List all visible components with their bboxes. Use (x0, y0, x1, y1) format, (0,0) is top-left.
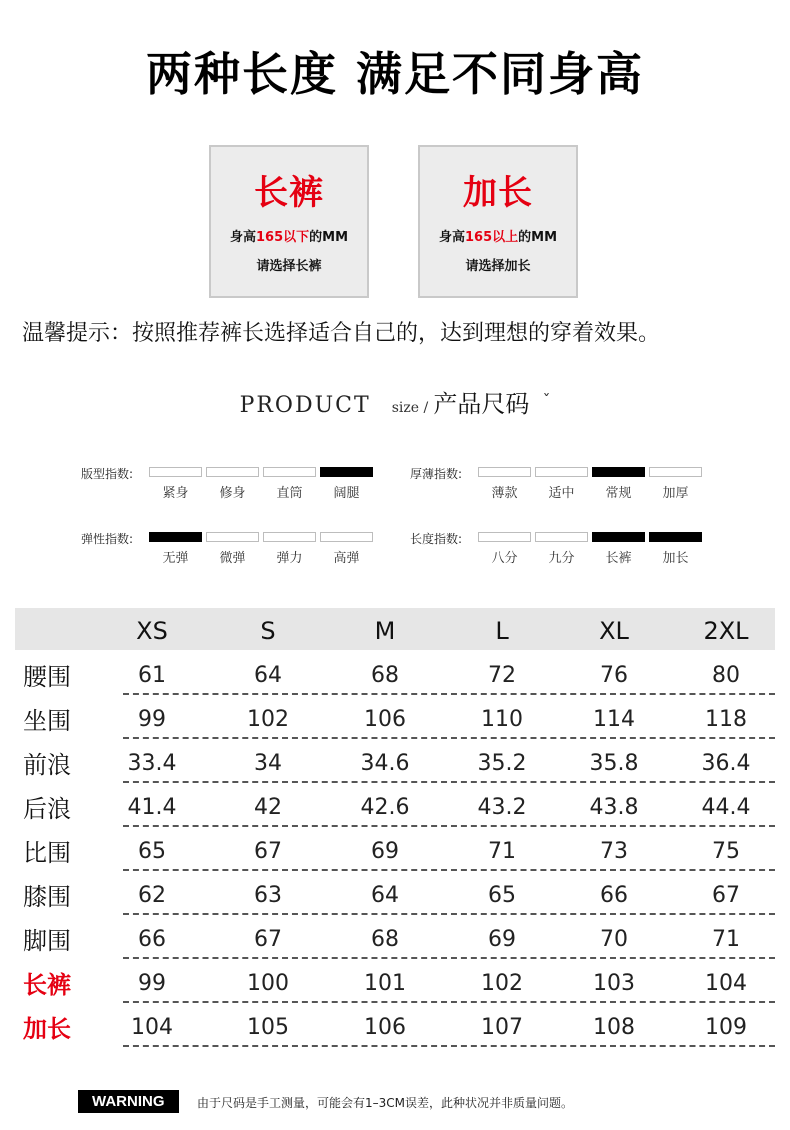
table-cell: 71 (712, 927, 740, 952)
table-cell: 76 (600, 663, 628, 688)
table-cell: 41.4 (127, 795, 177, 820)
warning-text: 由于尺码是手工测量，可能会有1–3CM误差，此种状况并非质量问题。 (197, 1096, 574, 1110)
index-bar (263, 532, 316, 542)
table-cell: 104 (131, 1015, 173, 1040)
row-label: 前浪 (23, 751, 71, 779)
product-title-en: PRODUCT (239, 393, 371, 418)
size-header-cell: S (260, 617, 276, 645)
index-option-label: 高弹 (333, 551, 360, 566)
index-option-label: 直筒 (276, 486, 303, 501)
index-bar (149, 467, 202, 477)
index-bar (649, 467, 702, 477)
table-row (15, 871, 775, 915)
index-label: 版型指数: (81, 467, 134, 481)
length-box-long (418, 145, 578, 298)
product-title-size: size / (391, 400, 429, 416)
table-cell: 33.4 (127, 751, 177, 776)
table-cell: 62 (138, 883, 166, 908)
size-header-cell: 2XL (703, 617, 749, 645)
table-cell: 103 (593, 971, 635, 996)
row-label: 后浪 (23, 795, 71, 823)
table-row (15, 959, 775, 1003)
size-table-header (15, 608, 775, 650)
table-cell: 108 (593, 1015, 635, 1040)
row-label: 加长 (23, 1015, 71, 1043)
table-cell: 42.6 (360, 795, 410, 820)
table-cell: 99 (138, 971, 166, 996)
table-cell: 65 (488, 883, 516, 908)
table-cell: 114 (593, 707, 635, 732)
table-cell: 99 (138, 707, 166, 732)
index-bar (592, 532, 645, 542)
table-cell: 75 (712, 839, 740, 864)
size-header-cell: XL (599, 617, 629, 645)
table-cell: 72 (488, 663, 516, 688)
product-title-cn: 产品尺码 (433, 390, 530, 418)
table-cell: 69 (488, 927, 516, 952)
index-option (263, 532, 316, 566)
length-box-height-note: 身高165以下的MM (229, 230, 349, 245)
index-bar (320, 532, 373, 542)
index-option-label: 微弹 (219, 551, 246, 566)
row-label: 长裤 (23, 971, 71, 999)
table-cell: 104 (705, 971, 747, 996)
table-cell: 107 (481, 1015, 523, 1040)
table-cell: 35.2 (477, 751, 527, 776)
table-row (15, 827, 775, 871)
index-option-label: 常规 (605, 486, 632, 501)
index-option-label: 九分 (548, 551, 575, 566)
index-bar (263, 467, 316, 477)
size-header-cell: M (374, 617, 396, 645)
table-cell: 106 (364, 1015, 406, 1040)
row-divider (123, 1045, 775, 1047)
index-option (649, 532, 702, 566)
table-row (15, 695, 775, 739)
row-label: 腰围 (23, 663, 71, 691)
table-cell: 67 (712, 883, 740, 908)
index-bar (535, 467, 588, 477)
table-cell: 43.2 (477, 795, 527, 820)
index-option-label: 加厚 (662, 486, 689, 501)
size-header-cell: L (495, 617, 509, 645)
index-bar (535, 532, 588, 542)
index-bar (478, 467, 531, 477)
table-cell: 100 (247, 971, 289, 996)
table-row (15, 651, 775, 695)
index-option-label: 适中 (548, 486, 575, 501)
index-bar (649, 532, 702, 542)
index-option-label: 阔腿 (333, 486, 360, 501)
warning-badge: WARNING (78, 1090, 179, 1113)
page-headline: 两种长度 满足不同身高 (145, 47, 644, 101)
product-size-title (0, 384, 790, 419)
index-bar (149, 532, 202, 542)
length-box-regular (209, 145, 369, 298)
table-cell: 102 (247, 707, 289, 732)
fitting-tip: 温馨提示：按照推荐裤长选择适合自己的，达到理想的穿着效果。 (22, 321, 661, 346)
index-option-label: 加长 (662, 551, 689, 566)
index-label: 厚薄指数: (410, 467, 463, 481)
length-box-title: 长裤 (254, 173, 324, 213)
index-bar (206, 532, 259, 542)
index-option (263, 467, 316, 501)
table-cell: 64 (254, 663, 282, 688)
table-cell: 67 (254, 839, 282, 864)
table-cell: 69 (371, 839, 399, 864)
index-option (535, 467, 588, 501)
index-option-label: 弹力 (276, 551, 303, 566)
index-option (478, 467, 531, 501)
index-option (535, 532, 588, 566)
row-label: 比围 (23, 839, 71, 867)
index-option (592, 467, 645, 501)
table-cell: 73 (600, 839, 628, 864)
index-option (320, 532, 373, 566)
index-option (592, 532, 645, 566)
table-cell: 42 (254, 795, 282, 820)
table-cell: 66 (600, 883, 628, 908)
index-bar (592, 467, 645, 477)
table-row (15, 915, 775, 959)
table-cell: 68 (371, 927, 399, 952)
table-cell: 36.4 (701, 751, 751, 776)
size-header-cell: XS (136, 617, 168, 645)
index-option (149, 532, 202, 566)
index-bar (320, 467, 373, 477)
chevron-down-icon: ˇ (542, 391, 551, 410)
table-cell: 43.8 (589, 795, 639, 820)
table-cell: 64 (371, 883, 399, 908)
index-option (478, 532, 531, 566)
table-cell: 110 (481, 707, 523, 732)
length-box-advice: 请选择加长 (465, 259, 531, 274)
table-cell: 34 (254, 751, 282, 776)
length-box-advice: 请选择长裤 (256, 259, 322, 274)
row-label: 坐围 (23, 707, 71, 735)
table-cell: 105 (247, 1015, 289, 1040)
table-cell: 34.6 (360, 751, 410, 776)
table-cell: 66 (138, 927, 166, 952)
table-row (15, 739, 775, 783)
index-label: 长度指数: (410, 532, 463, 546)
table-cell: 61 (138, 663, 166, 688)
table-cell: 109 (705, 1015, 747, 1040)
index-option-label: 无弹 (162, 551, 189, 566)
index-label: 弹性指数: (81, 532, 134, 546)
index-bar (206, 467, 259, 477)
table-cell: 68 (371, 663, 399, 688)
index-option (320, 467, 373, 501)
row-label: 脚围 (23, 927, 71, 955)
index-option-label: 八分 (491, 551, 518, 566)
table-cell: 67 (254, 927, 282, 952)
table-row (15, 783, 775, 827)
table-cell: 35.8 (589, 751, 639, 776)
index-option-label: 薄款 (491, 486, 518, 501)
index-option (149, 467, 202, 501)
table-cell: 118 (705, 707, 747, 732)
table-cell: 71 (488, 839, 516, 864)
table-cell: 106 (364, 707, 406, 732)
length-box-title: 加长 (463, 173, 533, 213)
table-cell: 102 (481, 971, 523, 996)
length-box-height-note: 身高165以上的MM (438, 230, 558, 245)
row-label: 膝围 (23, 883, 71, 911)
table-cell: 80 (712, 663, 740, 688)
table-cell: 65 (138, 839, 166, 864)
index-option-label: 修身 (219, 486, 246, 501)
table-cell: 70 (600, 927, 628, 952)
table-row (15, 1003, 775, 1047)
table-cell: 63 (254, 883, 282, 908)
index-option-label: 紧身 (162, 486, 189, 501)
index-option (206, 532, 259, 566)
index-bar (478, 532, 531, 542)
index-option (649, 467, 702, 501)
table-cell: 101 (364, 971, 406, 996)
index-option-label: 长裤 (605, 551, 632, 566)
table-cell: 44.4 (701, 795, 751, 820)
index-option (206, 467, 259, 501)
